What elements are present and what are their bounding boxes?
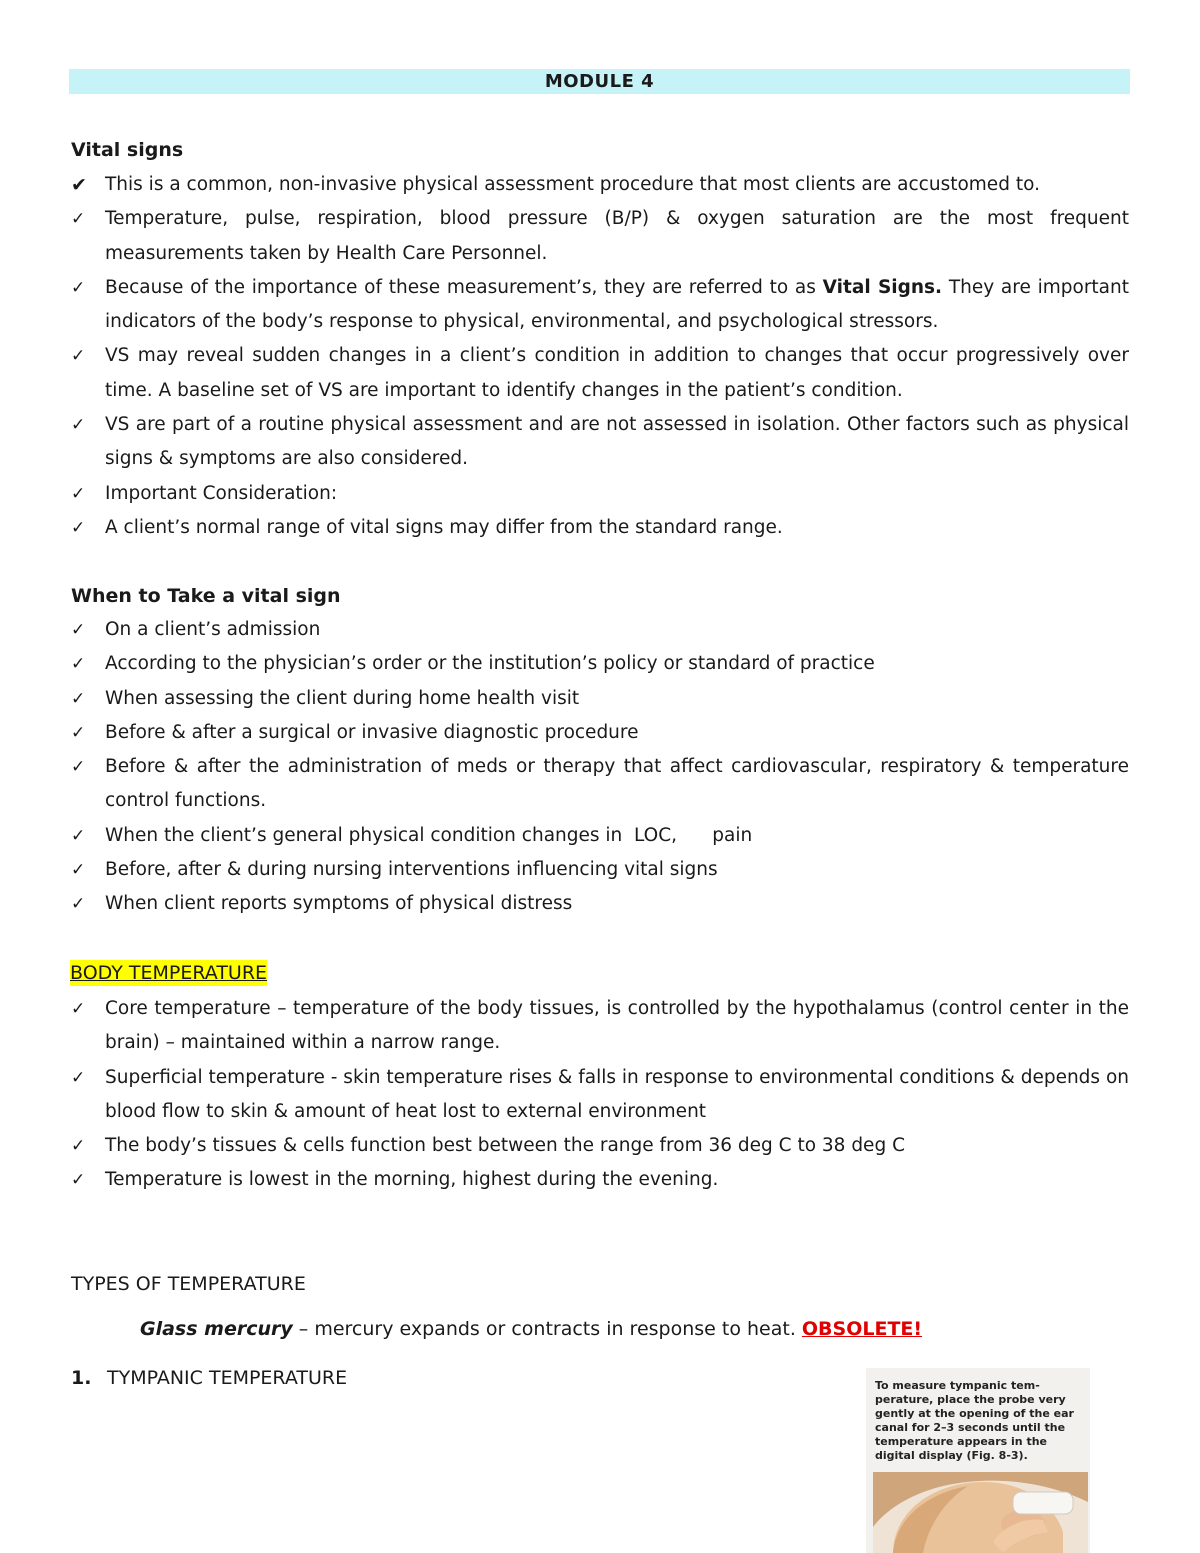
glass-mercury-desc: – mercury expands or contracts in response to heat. [292, 1318, 802, 1340]
list-item [71, 716, 1129, 750]
list-item [71, 992, 1129, 1061]
list-item [71, 1163, 1129, 1197]
list-item-text: They are important indicators of the body’s response to physical, environmental, and psychological stressors. [105, 276, 1129, 333]
checkmark-icon: ✓ [71, 483, 86, 504]
glass-mercury-item [108, 1316, 922, 1342]
checkmark-icon: ✓ [71, 1067, 86, 1088]
list-item [71, 819, 1129, 853]
checkmark-icon: ✓ [71, 346, 86, 367]
module-title: MODULE 4 [69, 69, 1130, 94]
checkmark-icon: ✓ [71, 722, 86, 743]
list-item-text: The body’s tissues & cells function best between the range from 36 deg C to 38 deg C [105, 1135, 905, 1157]
vital-signs-term: Vital Signs. [822, 276, 943, 298]
list-item-text: Superficial temperature - skin temperature rises & falls in response to environmental conditions & depends on blood flow to skin & amount of heat lost to external environment [105, 1066, 1129, 1122]
types-heading: TYPES OF TEMPERATURE [71, 1273, 306, 1295]
list-item-text: VS are part of a routine physical assessment and are not assessed in isolation. Other factors such as physical signs & symptoms are also considered. [105, 414, 1129, 470]
checkmark-icon: ✓ [71, 825, 86, 846]
body-temperature-list [71, 992, 1129, 1198]
list-item-text: Before, after & during nursing interventions influencing vital signs [105, 859, 718, 881]
when-to-take-list [71, 613, 1129, 922]
list-item [71, 853, 1129, 887]
vital-signs-list [71, 168, 1129, 545]
list-item-text: VS may reveal sudden changes in a client’s condition in addition to changes that occur progressively over time. A baseline set of VS are important to identify changes in the patient’s condition. [105, 345, 1129, 401]
list-item [71, 202, 1129, 271]
list-item [71, 408, 1129, 477]
list-item-text: Before & after the administration of meds or therapy that affect cardiovascular, respiratory & temperature control functions. [105, 756, 1129, 812]
body-temperature-heading: BODY TEMPERATURE [70, 962, 268, 984]
checkmark-icon: ✓ [71, 209, 86, 230]
checkmark-icon: ✓ [71, 1170, 86, 1191]
vital-signs-heading: Vital signs [71, 139, 184, 161]
list-item [71, 750, 1129, 819]
checkmark-icon: ✓ [71, 1136, 86, 1157]
figure-caption-text: place the probe very gently at the opening of the ear canal for 2–3 seconds until the temperature appears in the digital display (Fig. 8-3). [875, 1393, 1074, 1462]
checkmark-icon: ✓ [71, 415, 86, 436]
checkmark-icon: ✓ [71, 654, 86, 675]
list-item-text: Temperature is lowest in the morning, highest during the evening. [105, 1169, 719, 1191]
list-item-text: According to the physician’s order or the institution’s policy or standard of practice [105, 653, 875, 675]
ear-thermometer-photo [873, 1472, 1088, 1553]
checkmark-icon: ✓ [71, 688, 86, 709]
checkmark-icon: ✓ [71, 860, 86, 881]
list-item [71, 511, 1129, 545]
list-item [71, 168, 1129, 202]
tympanic-figure [866, 1368, 1090, 1553]
checkmark-icon: ✓ [71, 620, 86, 640]
list-item [71, 1129, 1129, 1163]
list-item-text: Because of the importance of these measurement’s, they are referred to as [105, 276, 823, 298]
tympanic-heading [71, 1365, 347, 1391]
list-item-text: Core temperature – temperature of the body tissues, is controlled by the hypothalamus (control center in the brain) – maintained within a narrow range. [105, 998, 1129, 1054]
list-item [71, 647, 1129, 681]
list-item [71, 339, 1129, 408]
list-item [71, 271, 1129, 340]
checkmark-icon: ✓ [71, 894, 86, 915]
checkmark-icon: ✔ [71, 174, 87, 196]
list-item [71, 477, 1129, 511]
figure-caption-bold: To measure tympanic tem-perature, [875, 1379, 1040, 1406]
list-item [71, 1061, 1129, 1130]
obsolete-warning: OBSOLETE! [801, 1318, 923, 1340]
list-item-text: When client reports symptoms of physical distress [105, 893, 573, 915]
list-item-text: Important Consideration: [105, 482, 338, 504]
list-item-text: When the client’s general physical condition changes in LOC, pain [105, 824, 753, 846]
checkmark-icon: ✓ [71, 517, 86, 538]
list-item-text: This is a common, non-invasive physical assessment procedure that most clients are accustomed to. [105, 174, 1040, 195]
checkmark-icon: ✓ [71, 757, 86, 778]
list-item-text: When assessing the client during home health visit [105, 687, 580, 709]
list-item [71, 682, 1129, 716]
list-item-text: A client’s normal range of vital signs may differ from the standard range. [105, 516, 783, 538]
list-item-text: Temperature, pulse, respiration, blood pressure (B/P) & oxygen saturation are the most frequent measurements taken by Health Care Personnel. [105, 208, 1129, 264]
checkmark-icon: ✓ [71, 277, 86, 298]
glass-mercury-term: Glass mercury [140, 1318, 293, 1340]
when-to-take-heading: When to Take a vital sign [71, 585, 341, 607]
list-item-text: On a client’s admission [105, 619, 321, 640]
section-title: TYMPANIC TEMPERATURE [107, 1367, 348, 1389]
list-item [71, 887, 1129, 921]
figure-caption [875, 1379, 1081, 1463]
list-item [71, 613, 1129, 647]
section-number: 1. [71, 1367, 92, 1389]
checkmark-icon: ✓ [71, 999, 86, 1019]
list-item-text: Before & after a surgical or invasive diagnostic procedure [105, 721, 639, 743]
